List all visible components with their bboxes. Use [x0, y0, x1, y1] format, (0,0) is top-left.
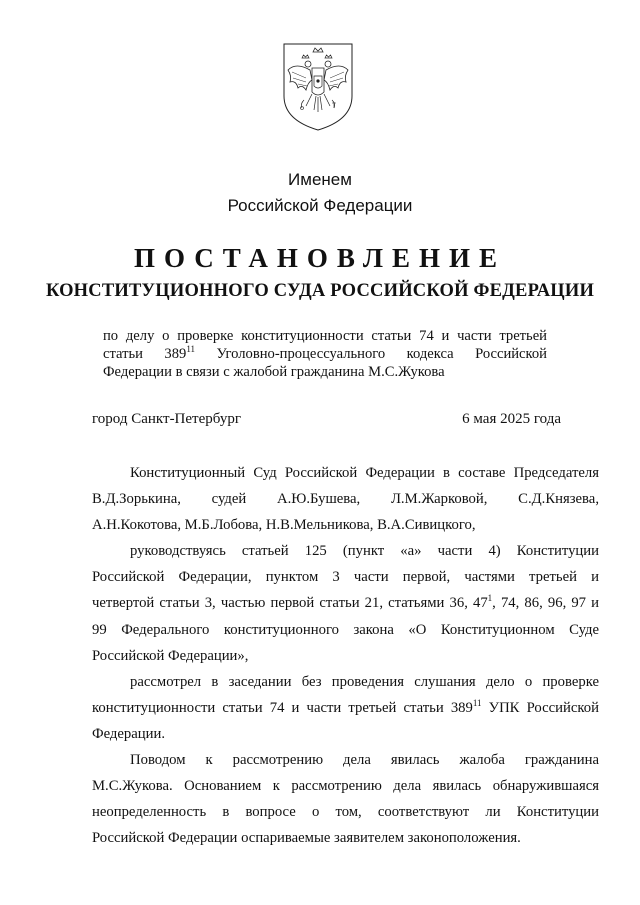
body-line: конституционности статьи 74 и части третьей статьи $389^{11}$ УПК Российской [92, 697, 599, 716]
body-line: неопределенность в вопросе о том, соответствуют ли Конституции [92, 804, 599, 821]
subject-line: статьи $389^{11}$ Уголовно-процессуального кодекса Российской [103, 344, 547, 362]
document-subtitle: КОНСТИТУЦИОННОГО СУДА РОССИЙСКОЙ ФЕДЕРАЦИИ [45, 281, 595, 301]
case-subject [103, 327, 547, 381]
body-line: А.Н.Кокотова, М.Б.Лобова, Н.В.Мельникова, В.А.Сивицкого, [92, 517, 476, 534]
document-title: ПОСТАНОВЛЕНИЕ [133, 243, 507, 273]
issuer-line-2: Российской Федерации [227, 196, 413, 215]
date-of-issue: 6 мая 2025 года [462, 411, 561, 427]
body-line: Российской Федерации, пунктом 3 части первой, частями третьей и [92, 569, 599, 586]
body-line: В.Д.Зорькина, судей А.Ю.Бушева, Л.М.Жарковой, С.Д.Князева, [92, 491, 599, 508]
body-line: Российской Федерации оспариваемые заявителем законоположения. [92, 830, 521, 847]
body-line: Поводом к рассмотрению дела явилась жалоба гражданина [130, 752, 599, 769]
subject-line: по делу о проверке конституционности статьи 74 и части третьей [103, 328, 547, 344]
issuer-line-1: Именем [288, 170, 352, 189]
body-line: четвертой статьи 3, частью первой статьи 21, статьями 36, $47^1$, 74, 86, 96, 97 и [92, 593, 599, 612]
body-line: Федерации. [92, 725, 166, 742]
body-line: руководствуясь статьей 125 (пункт «а» части 4) Конституции [130, 543, 599, 560]
body-line: Российской Федерации», [92, 647, 249, 664]
document-body [92, 460, 599, 851]
body-line: Конституционный Суд Российской Федерации в составе Председателя [130, 465, 599, 481]
coat-of-arms-icon [280, 40, 356, 132]
body-line: рассмотрел в заседании без проведения слушания дело о проверке [130, 673, 599, 690]
subject-line: Федерации в связи с жалобой гражданина М.С.Жукова [103, 364, 445, 380]
place-of-issue: город Санкт-Петербург [92, 411, 241, 427]
body-line: М.С.Жукова. Основанием к рассмотрению дела явилась обнаружившаяся [92, 778, 599, 795]
body-line: 99 Федерального конституционного закона «О Конституционном Суде [92, 621, 599, 638]
